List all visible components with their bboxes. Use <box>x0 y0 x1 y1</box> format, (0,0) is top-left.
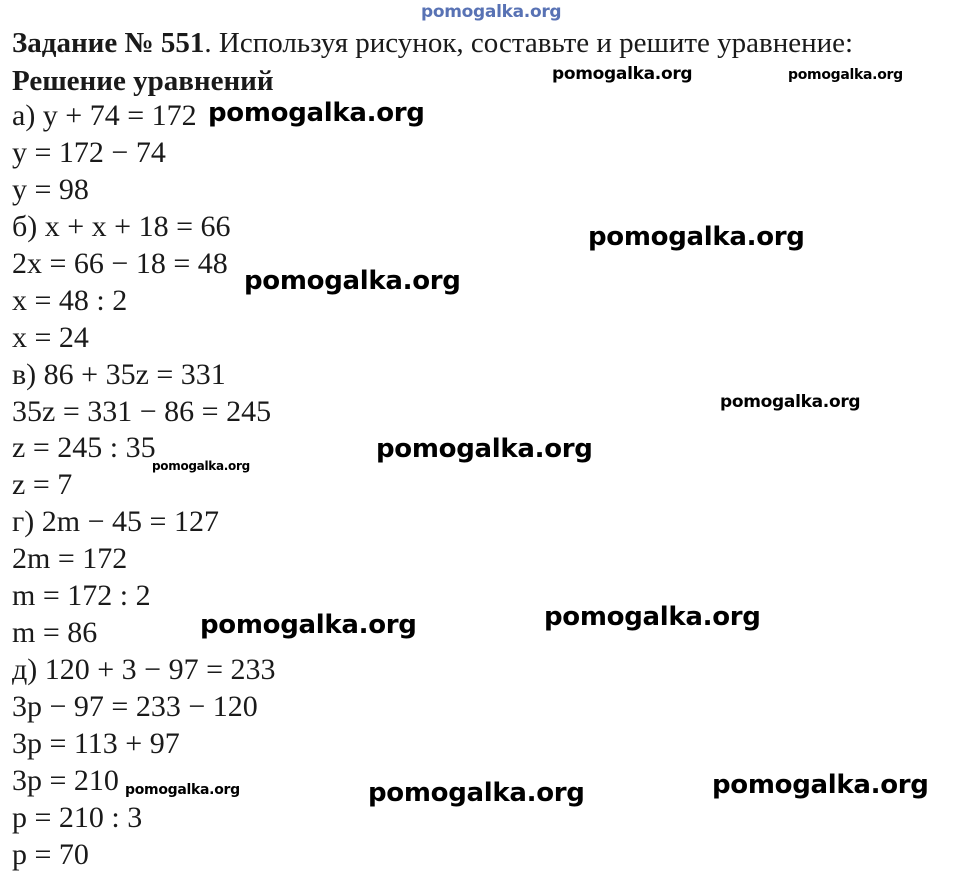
solution-line: б) x + x + 18 = 66 <box>12 209 231 243</box>
solution-line: 2x = 66 − 18 = 48 <box>12 246 228 280</box>
section-title: Решение уравнений <box>12 65 274 97</box>
solution-line: в) 86 + 35z = 331 <box>12 357 226 391</box>
solution-line: 2m = 172 <box>12 542 128 576</box>
solution-lines <box>12 98 276 874</box>
task-text: . Используя рисунок, составьте и решите уравнение: <box>204 27 854 59</box>
solution-line: 3p − 97 = 233 − 120 <box>12 690 258 723</box>
solution-line: z = 7 <box>12 468 73 502</box>
solution-line: m = 172 : 2 <box>12 579 151 613</box>
watermark-top: pomogalka.org <box>421 2 562 22</box>
solution-line: m = 86 <box>12 616 98 650</box>
watermark: pomogalka.org <box>588 222 805 252</box>
watermark: pomogalka.org <box>244 266 461 296</box>
solution-line: а) y + 74 = 172 <box>12 99 197 132</box>
solution-line: д) 120 + 3 − 97 = 233 <box>12 653 276 687</box>
solution-line: x = 24 <box>12 320 89 354</box>
watermark: pomogalka.org <box>125 782 240 798</box>
task-number: Задание № 551 <box>12 27 205 59</box>
watermark: pomogalka.org <box>544 602 761 632</box>
solution-line: z = 245 : 35 <box>12 431 156 465</box>
solution-line: 3p = 113 + 97 <box>12 726 180 760</box>
solution-line: p = 70 <box>12 837 89 871</box>
solution-line: p = 210 : 3 <box>12 800 143 834</box>
watermark: pomogalka.org <box>376 434 593 464</box>
watermark: pomogalka.org <box>552 64 693 84</box>
watermark: pomogalka.org <box>712 770 929 800</box>
watermark: pomogalka.org <box>788 67 903 83</box>
solution-line: y = 172 − 74 <box>12 135 166 169</box>
solution-line: 35z = 331 − 86 = 245 <box>12 394 272 428</box>
watermark: pomogalka.org <box>720 392 861 412</box>
watermark: pomogalka.org <box>200 610 417 640</box>
solution-line: x = 48 : 2 <box>12 283 128 317</box>
solution-line: 3p = 210 <box>12 763 119 797</box>
watermark: pomogalka.org <box>368 778 585 808</box>
task-title <box>12 24 853 62</box>
watermark: pomogalka.org <box>152 459 250 473</box>
solution-line: г) 2m − 45 = 127 <box>12 505 219 539</box>
solution-line: y = 98 <box>12 172 89 206</box>
watermark: pomogalka.org <box>208 98 425 128</box>
